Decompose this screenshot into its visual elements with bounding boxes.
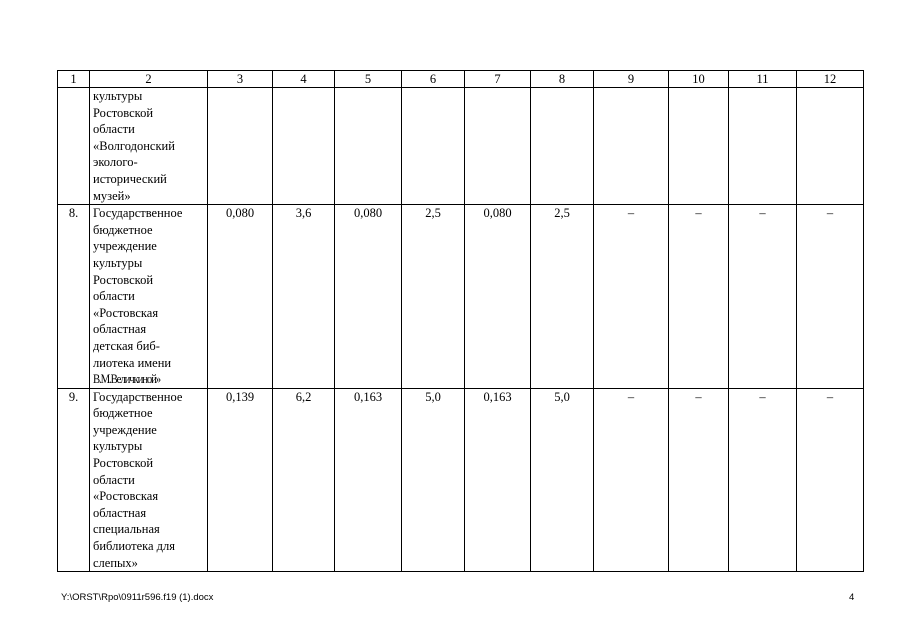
footer-file-path: Y:\ORST\Rpo\0911r596.f19 (1).docx [61, 592, 214, 603]
value-cell [402, 88, 465, 205]
value-cell: – [669, 388, 729, 572]
value-cell: 6,2 [273, 388, 335, 572]
value-cell [797, 88, 864, 205]
value-cell: – [594, 205, 669, 389]
value-cell: – [797, 388, 864, 572]
institution-name [90, 205, 208, 389]
value-cell [465, 88, 531, 205]
value-cell [531, 88, 594, 205]
header-cell: 5 [335, 71, 402, 88]
data-table [57, 70, 864, 572]
value-cell: 0,080 [465, 205, 531, 389]
value-cell: 2,5 [531, 205, 594, 389]
institution-name: Государственное бюджетное учреждение культуры Ростовской области «Ростовская областная специальная библиотека для слепых» [90, 388, 208, 572]
value-cell: 5,0 [402, 388, 465, 572]
value-cell: 2,5 [402, 205, 465, 389]
value-cell: – [594, 388, 669, 572]
institution-name: культуры Ростовской области «Волгодонский эколого- исторический музей» [90, 88, 208, 205]
value-cell [594, 88, 669, 205]
header-cell: 9 [594, 71, 669, 88]
header-cell: 3 [208, 71, 273, 88]
header-cell: 1 [58, 71, 90, 88]
header-cell: 10 [669, 71, 729, 88]
table-row [58, 388, 864, 572]
value-cell: 5,0 [531, 388, 594, 572]
institution-name-text: Государственное бюджетное учреждение культуры Ростовской области «Ростовская областная детская биб- лиотека имени [93, 206, 183, 370]
header-cell: 8 [531, 71, 594, 88]
value-cell: – [729, 388, 797, 572]
value-cell [669, 88, 729, 205]
value-cell [335, 88, 402, 205]
page-number: 4 [849, 592, 855, 603]
row-number: 8. [58, 205, 90, 389]
header-cell: 2 [90, 71, 208, 88]
header-cell: 11 [729, 71, 797, 88]
value-cell: – [669, 205, 729, 389]
institution-name-last-line: В.М.Величкиной» [93, 372, 161, 387]
value-cell: 0,080 [208, 205, 273, 389]
header-cell: 12 [797, 71, 864, 88]
table-row [58, 205, 864, 389]
header-row [58, 71, 864, 88]
value-cell: 0,139 [208, 388, 273, 572]
value-cell: 3,6 [273, 205, 335, 389]
row-number [58, 88, 90, 205]
value-cell: 0,163 [335, 388, 402, 572]
value-cell [208, 88, 273, 205]
row-number: 9. [58, 388, 90, 572]
value-cell [729, 88, 797, 205]
value-cell [273, 88, 335, 205]
value-cell: – [797, 205, 864, 389]
table-row [58, 88, 864, 205]
value-cell: – [729, 205, 797, 389]
value-cell: 0,163 [465, 388, 531, 572]
header-cell: 6 [402, 71, 465, 88]
header-cell: 4 [273, 71, 335, 88]
value-cell: 0,080 [335, 205, 402, 389]
header-cell: 7 [465, 71, 531, 88]
